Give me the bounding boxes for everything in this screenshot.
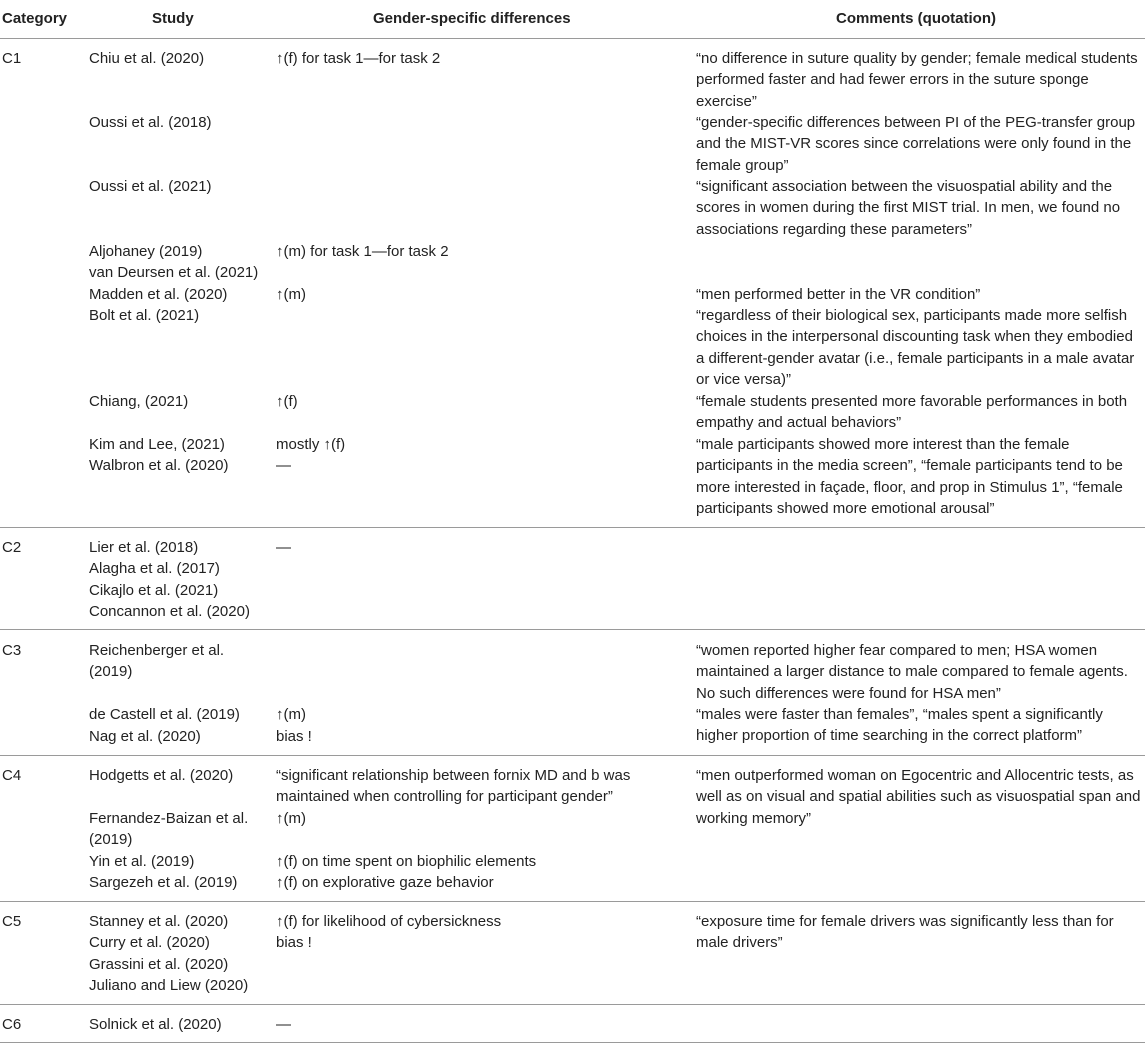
group-rule	[0, 901, 1145, 902]
gender-difference: bias !	[276, 728, 312, 745]
header-category: Category	[2, 10, 68, 27]
study-name: Fernandez-Baizan et al. (2019)	[89, 810, 249, 849]
study-name: Nag et al. (2020)	[89, 728, 201, 745]
header-comments: Comments (quotation)	[836, 10, 996, 27]
category-label: C5	[2, 913, 22, 930]
study-name: Hodgetts et al. (2020)	[89, 767, 234, 784]
comment-quote: “women reported higher fear compared to men; HSA women maintained a larger distance to male compared to female agents. No such differences were found for HSA men”	[696, 642, 1128, 702]
gender-difference: ↑(f) for task 1—for task 2	[276, 50, 441, 67]
gender-difference: ↑(f) on time spent on biophilic elements	[276, 853, 537, 870]
category-label: C4	[2, 767, 22, 784]
comment-quote: “no difference in suture quality by gender; female medical students performed faster and had fewer errors in the suture sponge exercise”	[696, 50, 1138, 110]
study-name: Reichenberger et al. (2019)	[89, 642, 225, 681]
category-label: C3	[2, 642, 22, 659]
table-header	[0, 0, 1145, 38]
group-rule	[0, 527, 1145, 528]
group-rule	[0, 1004, 1145, 1005]
study-name: Stanney et al. (2020)	[89, 913, 229, 930]
gender-difference: ↑(m)	[276, 706, 306, 723]
header-rule	[0, 38, 1145, 39]
gender-difference: ↑(m)	[276, 810, 306, 827]
table-bottom-rule	[0, 1042, 1145, 1043]
group-rule	[0, 755, 1145, 756]
header-study: Study	[152, 10, 194, 27]
comment-quote: “regardless of their biological sex, participants made more selfish choices in the interpersonal discounting task when they embodied a different-gender avatar (i.e., female participants in a male avatar or vice versa)”	[696, 307, 1135, 388]
gender-difference: bias !	[276, 934, 312, 951]
study-name: Lier et al. (2018)	[89, 539, 199, 556]
study-name: Curry et al. (2020)	[89, 934, 210, 951]
study-name: Sargezeh et al. (2019)	[89, 874, 238, 891]
study-name: Solnick et al. (2020)	[89, 1016, 222, 1033]
study-name: Aljohaney (2019)	[89, 243, 203, 260]
study-name: Alagha et al. (2017)	[89, 560, 220, 577]
study-name: Walbron et al. (2020)	[89, 457, 229, 474]
group-rule	[0, 629, 1145, 630]
study-name: Chiang, (2021)	[89, 393, 189, 410]
study-name: Yin et al. (2019)	[89, 853, 195, 870]
gender-difference: ↑(m)	[276, 286, 306, 303]
study-name: van Deursen et al. (2021)	[89, 264, 259, 281]
gender-difference: —	[276, 539, 291, 556]
category-label: C6	[2, 1016, 22, 1033]
comment-quote: “exposure time for female drivers was significantly less than for male drivers”	[696, 913, 1114, 952]
comment-quote: “male participants showed more interest than the female participants in the media screen”, “female participants tend to be more interested in façade, floor, and prop in Stimulus 1”, “female participants showed more emotional arousal”	[696, 436, 1123, 517]
comment-quote: “female students presented more favorable performances in both empathy and actual behaviors”	[696, 393, 1128, 432]
study-name: Bolt et al. (2021)	[89, 307, 200, 324]
study-name: de Castell et al. (2019)	[89, 706, 240, 723]
study-name: Juliano and Liew (2020)	[89, 977, 249, 994]
comment-quote: “significant association between the visuospatial ability and the scores in women during the first MIST trial. In men, we found no associations regarding these parameters”	[696, 178, 1121, 238]
study-name: Chiu et al. (2020)	[89, 50, 205, 67]
comment-quote: “gender-specific differences between PI of the PEG-transfer group and the MIST-VR scores since correlations were only found in the female group”	[696, 114, 1136, 174]
gender-difference: —	[276, 457, 291, 474]
study-name: Kim and Lee, (2021)	[89, 436, 225, 453]
study-name: Concannon et al. (2020)	[89, 603, 250, 620]
gender-difference: ↑(f)	[276, 393, 298, 410]
gender-difference: —	[276, 1016, 291, 1033]
category-label: C1	[2, 50, 22, 67]
category-label: C2	[2, 539, 22, 556]
study-name: Oussi et al. (2018)	[89, 114, 212, 131]
study-name: Cikajlo et al. (2021)	[89, 582, 219, 599]
header-gender: Gender-specific differences	[373, 10, 571, 27]
gender-difference: ↑(m) for task 1—for task 2	[276, 243, 449, 260]
gender-difference: “significant relationship between fornix MD and b was maintained when controlling for participant gender”	[276, 767, 631, 806]
gender-difference: ↑(f) on explorative gaze behavior	[276, 874, 494, 891]
comment-quote: “men outperformed woman on Egocentric and Allocentric tests, as well as on visual and spatial abilities such as visuospatial span and working memory”	[696, 767, 1141, 827]
study-name: Oussi et al. (2021)	[89, 178, 212, 195]
study-name: Madden et al. (2020)	[89, 286, 228, 303]
comment-quote: “men performed better in the VR condition”	[696, 286, 981, 303]
gender-difference: ↑(f) for likelihood of cybersickness	[276, 913, 502, 930]
gender-difference: mostly ↑(f)	[276, 436, 346, 453]
comment-quote: “males were faster than females”, “males spent a significantly higher proportion of time searching in the correct platform”	[696, 706, 1103, 745]
study-name: Grassini et al. (2020)	[89, 956, 229, 973]
